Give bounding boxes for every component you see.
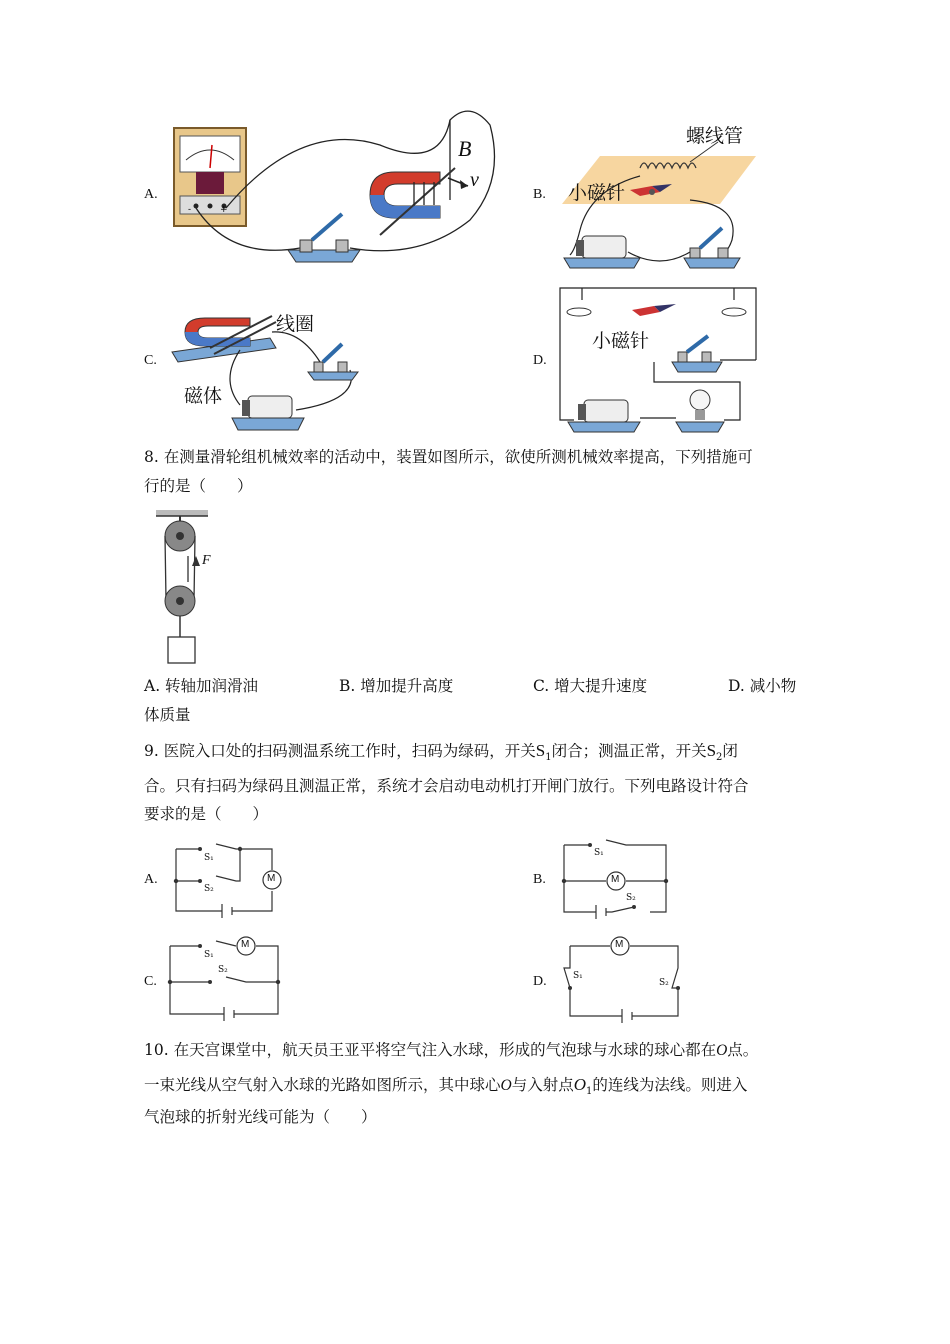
q10-line2-mid: 与入射点 — [511, 1076, 574, 1094]
q8-choice-b: B. 增加提升高度 — [339, 677, 454, 695]
q9-b-s1: S₁ — [594, 848, 604, 858]
q9-c-s1: S₁ — [204, 950, 214, 960]
q9-a-s1: S₁ — [204, 853, 214, 863]
q7-coil-label: 线圈 — [276, 313, 315, 335]
q9-s-sub-1: 1 — [545, 752, 552, 764]
q10-o1-point: O — [573, 1075, 587, 1094]
q7-option-c-label: C. — [144, 353, 157, 368]
q9-line1-pre: 9. 医院入口处的扫码测温系统工作时，扫码为绿码，开关 — [144, 742, 536, 760]
q7-velocity-label: v — [470, 169, 479, 191]
q10-o1-sub: 1 — [586, 1086, 593, 1098]
q10-line2-pre: 一束光线从空气射入水球的光路如图所示，其中球心 — [144, 1076, 501, 1094]
q8-stem-line1: 8. 在测量滑轮组机械效率的活动中，装置如图所示，欲使所测机械效率提高，下列措施可 — [144, 448, 753, 466]
q9-c-motor: M — [241, 939, 250, 950]
q10-stem-line2 — [144, 1070, 747, 1106]
q10-stem-line1 — [144, 1036, 758, 1065]
q8-stem-line2: 行的是（ ） — [144, 477, 253, 495]
q9-a-motor: M — [267, 873, 276, 884]
q9-a-s2: S₂ — [204, 884, 214, 894]
q10-line2-post: 的连线为法线。则进入 — [592, 1076, 748, 1094]
q10-line1-pre: 10. 在天宫课堂中，航天员王亚平将空气注入水球，形成的气泡球与水球的球心都在 — [144, 1041, 717, 1059]
q9-d-s1: S₁ — [573, 971, 583, 981]
q7-option-d-label: D. — [533, 353, 547, 368]
q7-option-a-label: A. — [144, 187, 158, 202]
q9-s-label-2: S — [706, 741, 717, 760]
svg-text:+: + — [220, 205, 228, 215]
svg-text:-: - — [188, 205, 192, 215]
q9-b-s2: S₂ — [626, 893, 636, 903]
q9-line1-mid: 闭合；测温正常，开关 — [551, 742, 707, 760]
q7-needle-label-b: 小磁针 — [568, 182, 626, 204]
q7-b-field-label: B — [458, 136, 472, 161]
q8-choice-c: C. 增大提升速度 — [533, 677, 648, 695]
q10-o-point-1: O — [716, 1042, 728, 1059]
q9-s-sub-2: 2 — [716, 752, 723, 764]
q8-choice-a: A. 转轴加润滑油 — [144, 677, 259, 695]
q9-c-s2: S₂ — [218, 965, 228, 975]
q10-stem-line3: 气泡球的折射光线可能为（ ） — [144, 1108, 377, 1126]
q10-o-point-2: O — [500, 1077, 512, 1094]
q9-stem-line3: 要求的是（ ） — [144, 805, 269, 823]
q9-option-d-label: D. — [533, 974, 547, 989]
q7-option-b-label: B. — [533, 187, 546, 202]
q9-option-b-label: B. — [533, 872, 546, 887]
q7-magnet-label: 磁体 — [184, 385, 223, 407]
q9-b-motor: M — [611, 874, 620, 885]
q9-s-label-1: S — [535, 741, 546, 760]
q7-solenoid-label: 螺线管 — [686, 125, 744, 147]
q8-choice-d-continued: 体质量 — [144, 706, 191, 724]
q9-d-motor: M — [615, 939, 624, 950]
q9-option-c-label: C. — [144, 974, 157, 989]
q9-d-s2: S₂ — [659, 978, 669, 988]
q9-option-a-label: A. — [144, 872, 158, 887]
q8-force-label: F — [202, 553, 211, 568]
q9-stem-line2: 合。只有扫码为绿码且测温正常，系统才会启动电动机打开闸门放行。下列电路设计符合 — [144, 777, 749, 795]
q10-line1-post: 点。 — [727, 1041, 759, 1059]
q8-choice-d: D. 减小物 — [728, 677, 797, 695]
q7-needle-label-d: 小磁针 — [592, 330, 650, 352]
q9-line1-post: 闭 — [722, 742, 738, 760]
